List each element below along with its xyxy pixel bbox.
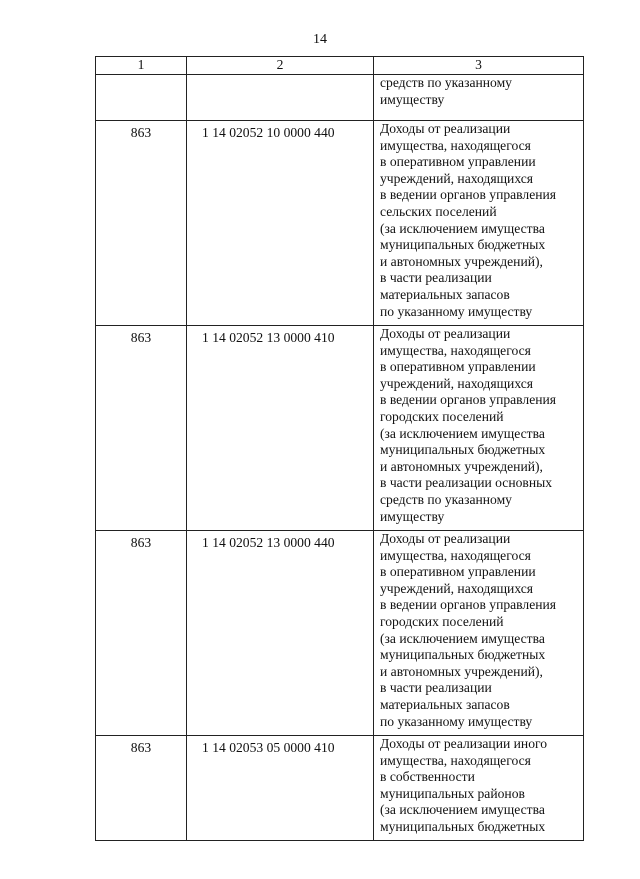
column-header-3: 3	[374, 57, 584, 75]
column-header-1: 1	[96, 57, 187, 75]
table-row	[96, 121, 584, 326]
column-header-2: 2	[187, 57, 374, 75]
page-number: 14	[313, 32, 327, 47]
admin-code-cell: 863	[96, 326, 187, 531]
admin-code-cell: 863	[96, 736, 187, 841]
budget-code-cell: 1 14 02052 13 0000 410	[187, 326, 374, 531]
description-cell: Доходы от реализации имущества, находящегося в оперативном управлении учреждений, находящихся в ведении органов управления городских поселений (за исключением имущества муниципальных бюджетных и автономных учреждений), в части реализации материальных запасов по указанному имуществу	[374, 531, 584, 736]
table-header-row	[96, 57, 584, 75]
description-cell: Доходы от реализации имущества, находящегося в оперативном управлении учреждений, находящихся в ведении органов управления городских поселений (за исключением имущества муниципальных бюджетных и автономных учреждений), в части реализации основных средств по указанному имуществу	[374, 326, 584, 531]
budget-code-cell: 1 14 02052 13 0000 440	[187, 531, 374, 736]
table-row	[96, 736, 584, 841]
admin-code-cell: 863	[96, 121, 187, 326]
description-cell: средств по указанному имуществу	[374, 75, 584, 121]
code-cell-empty	[187, 75, 374, 121]
table-row-continuation	[96, 75, 584, 121]
table-row	[96, 326, 584, 531]
budget-code-cell: 1 14 02052 10 0000 440	[187, 121, 374, 326]
budget-code-cell: 1 14 02053 05 0000 410	[187, 736, 374, 841]
revenue-codes-table	[95, 56, 584, 841]
admin-cell-empty	[96, 75, 187, 121]
description-cell: Доходы от реализации имущества, находящегося в оперативном управлении учреждений, находящихся в ведении органов управления сельских поселений (за исключением имущества муниципальных бюджетных и автономных учреждений), в части реализации материальных запасов по указанному имуществу	[374, 121, 584, 326]
table-row	[96, 531, 584, 736]
description-cell: Доходы от реализации иного имущества, находящегося в собственности муниципальных районов (за исключением имущества муниципальных бюджетных	[374, 736, 584, 841]
admin-code-cell: 863	[96, 531, 187, 736]
